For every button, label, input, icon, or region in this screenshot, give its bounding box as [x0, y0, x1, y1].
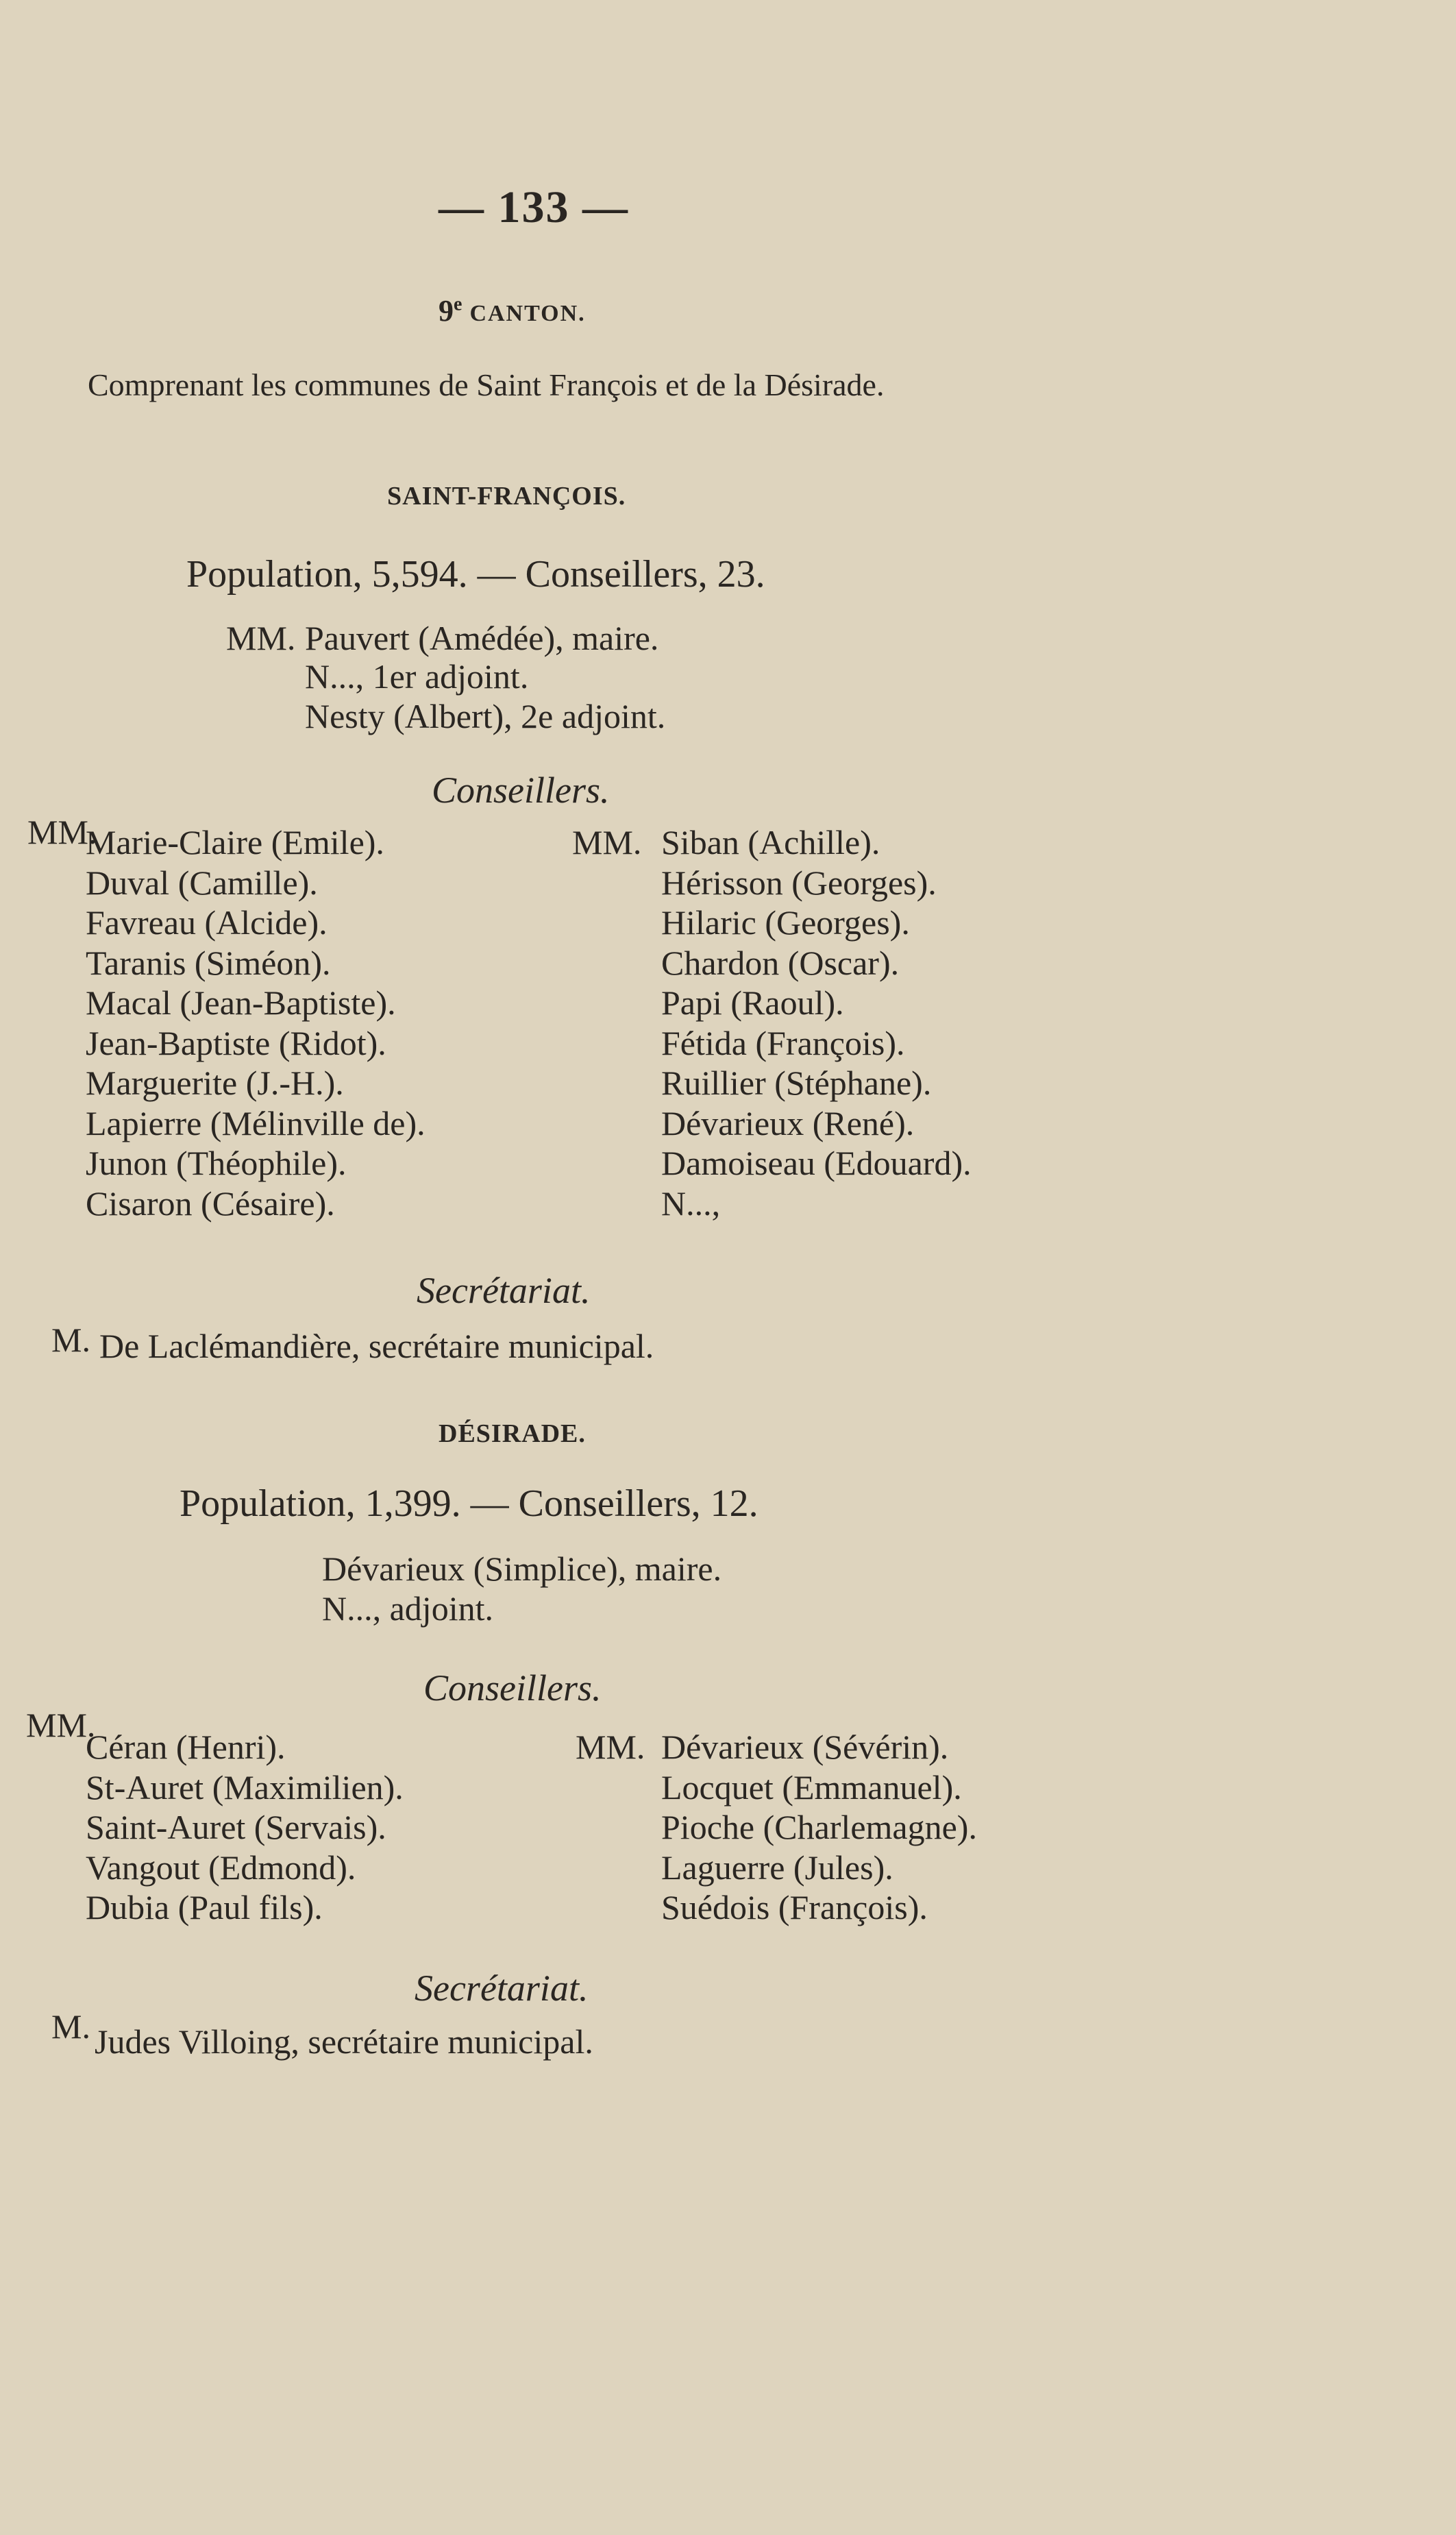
councillor-name: Dévarieux (René).	[661, 1103, 915, 1142]
councillor-name: St-Auret (Maximilien).	[86, 1767, 404, 1807]
councillor-name: Hérisson (Georges).	[661, 863, 937, 902]
canton-title	[439, 293, 586, 328]
councillor-name: Saint-Auret (Servais).	[86, 1808, 386, 1846]
councillor-name: Jean-Baptiste (Ridot).	[86, 1023, 386, 1062]
secretary-line: Judes Villoing, secrétaire municipal.	[95, 2022, 593, 2061]
official-deputy: N..., adjoint.	[322, 1589, 493, 1628]
secretariat-heading: Secrétariat.	[415, 1968, 589, 2009]
secretary-prefix: M.	[51, 1321, 90, 1359]
councillor-name: Junon (Théophile).	[86, 1144, 347, 1182]
councillors-right-column	[661, 822, 972, 1223]
councillor-name: Duval (Camille).	[86, 863, 318, 902]
official-mayor: Dévarieux (Simplice), maire.	[322, 1550, 722, 1588]
councillor-name: Cisaron (Césaire).	[86, 1184, 335, 1223]
official-second-deputy: Nesty (Albert), 2e adjoint.	[305, 697, 666, 735]
councillor-name: Hilaric (Georges).	[661, 903, 910, 942]
councillor-name: Fétida (François).	[661, 1023, 905, 1062]
page-number: — 133 —	[439, 182, 629, 232]
officials-prefix: MM.	[226, 619, 296, 657]
councillors-left-column	[86, 1727, 404, 1928]
right-column-prefix: MM.	[576, 1728, 645, 1766]
canton-description: Comprenant les communes de Saint François et de la Désirade.	[88, 367, 885, 402]
councillor-name: Pioche (Charlemagne).	[661, 1808, 977, 1846]
councillor-name: Marie-Claire (Emile).	[86, 823, 384, 861]
councillor-name: Laguerre (Jules).	[661, 1848, 893, 1887]
secretariat-heading: Secrétariat.	[417, 1270, 591, 1311]
councillor-name: Siban (Achille).	[661, 823, 880, 861]
councillors-heading: Conseillers.	[423, 1667, 602, 1709]
commune-title: SAINT-FRANÇOIS.	[387, 482, 626, 511]
secretary-line: De Laclémandière, secrétaire municipal.	[99, 1327, 654, 1365]
councillor-name: Dubia (Paul fils).	[86, 1888, 323, 1926]
councillor-name: Favreau (Alcide).	[86, 903, 328, 942]
councillor-name: Dévarieux (Sévérin).	[661, 1728, 949, 1766]
canton-ordinal-suffix: e	[454, 293, 462, 315]
official-mayor: Pauvert (Amédée), maire.	[305, 619, 659, 657]
councillors-left-column	[86, 822, 425, 1223]
councillors-heading: Conseillers.	[432, 770, 610, 811]
councillor-name: Macal (Jean-Baptiste).	[86, 983, 396, 1022]
councillor-name: Vangout (Edmond).	[86, 1848, 356, 1887]
secretary-prefix: M.	[51, 2007, 90, 2046]
right-column-prefix: MM.	[572, 823, 642, 861]
councillor-name: Lapierre (Mélinville de).	[86, 1103, 425, 1142]
commune-title: DÉSIRADE.	[439, 1419, 586, 1448]
councillor-name: Papi (Raoul).	[661, 983, 844, 1022]
councillor-name: Marguerite (J.-H.).	[86, 1064, 344, 1102]
left-column-prefix: MM.	[26, 1706, 96, 1744]
councillor-name: Damoiseau (Edouard).	[661, 1144, 972, 1182]
councillor-name: Céran (Henri).	[86, 1728, 286, 1766]
population-line: Population, 1,399. — Conseillers, 12.	[180, 1482, 758, 1525]
canton-ordinal: 9	[439, 294, 454, 328]
population-line: Population, 5,594. — Conseillers, 23.	[186, 553, 765, 596]
councillor-name: N...,	[661, 1184, 721, 1223]
official-first-deputy: N..., 1er adjoint.	[305, 657, 529, 696]
left-column-prefix: MM.	[27, 813, 97, 851]
councillor-name: Ruillier (Stéphane).	[661, 1064, 932, 1102]
councillor-name: Taranis (Siméon).	[86, 943, 331, 982]
councillor-name: Chardon (Oscar).	[661, 943, 900, 982]
councillor-name: Locquet (Emmanuel).	[661, 1767, 962, 1807]
councillors-right-column	[661, 1727, 977, 1928]
canton-label: CANTON.	[469, 301, 586, 326]
councillor-name: Suédois (François).	[661, 1888, 928, 1926]
